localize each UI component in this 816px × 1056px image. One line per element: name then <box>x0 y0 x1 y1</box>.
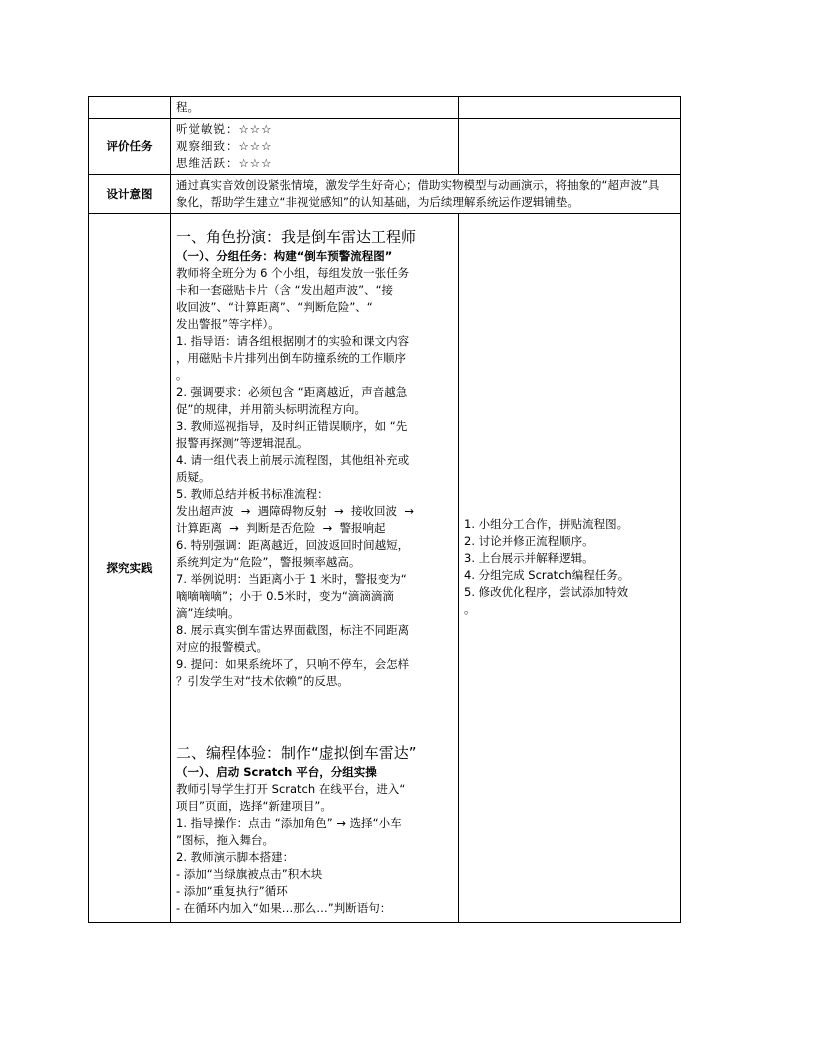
text-line: 教师引导学生打开 Scratch 在线平台，进入“ <box>176 782 406 796</box>
section1-body <box>176 265 453 690</box>
text-line: 2. 教师演示脚本搭建： <box>176 850 295 864</box>
text-line: 系统判定为“危险”，警报频率越高。 <box>176 555 361 569</box>
section2-title: 二、编程体验：制作“虚拟倒车雷达” <box>176 744 417 762</box>
text-line: 嘀嘀嘀嘀”；小于 0.5米时，变为“滴滴滴滴 <box>176 589 394 603</box>
explore-label: 探究实践 <box>89 214 171 923</box>
text-line: ”图标，拖入舞台。 <box>176 833 274 847</box>
text-line: 发出警报”等字样）。 <box>176 317 280 331</box>
text-line: 项目”页面，选择“新建项目”。 <box>176 799 332 813</box>
text-line: ？引发学生对“技术依赖”的反思。 <box>176 674 349 688</box>
section2-subtitle: （一）、启动 Scratch 平台，分组实操 <box>176 765 377 779</box>
table-row <box>89 214 681 923</box>
design-label: 设计意图 <box>89 175 171 214</box>
lesson-plan-table <box>88 96 681 923</box>
text-line: 。 <box>464 602 476 616</box>
text-line: 发出超声波 → 遇障碍物反射 → 接收回波 → <box>176 504 414 518</box>
continued-text: 程。 <box>176 100 199 114</box>
table-row <box>89 175 681 214</box>
text-line: 9. 提问：如果系统坏了，只响不停车，会怎样 <box>176 657 410 671</box>
text-line: 卡和一套磁贴卡片（含 “发出超声波”、“接 <box>176 283 394 297</box>
eval-label: 评价任务 <box>89 119 171 175</box>
text-line: 6. 特别强调：距离越近，回波返回时间越短， <box>176 538 410 552</box>
text-line: 计算距离 → 判断是否危险 → 警报响起 <box>176 521 386 535</box>
eval-item: 观察细致：☆☆☆ <box>176 139 273 153</box>
text-line: - 在循环内加入“如果…那么…”判断语句： <box>176 901 392 915</box>
section2-body <box>176 781 453 917</box>
design-content: 通过真实音效创设紧张情境，激发学生好奇心；借助实物模型与动画演示，将抽象的“超声波”具象化，帮助学生建立“非视觉感知”的认知基础，为后续理解系统运作逻辑铺垫。 <box>171 175 681 214</box>
text-line: 3. 教师巡视指导，及时纠正错误顺序，如 “先 <box>176 419 408 433</box>
text-line: 3. 上台展示并解释逻辑。 <box>464 551 594 565</box>
table-row <box>89 119 681 175</box>
eval-content <box>171 119 459 175</box>
text-line: ，用磁贴卡片排列出倒车防撞系统的工作顺序 <box>176 351 406 365</box>
text-line: 5. 教师总结并板书标准流程： <box>176 487 329 501</box>
text-line: - 添加“重复执行”循环 <box>176 884 288 898</box>
text-line: 1. 指导操作：点击 “添加角色” → 选择“小车 <box>176 816 402 830</box>
text-line: 对应的报警模式。 <box>176 640 268 654</box>
explore-content <box>171 214 459 923</box>
text-line: 促”的规律，并用箭头标明流程方向。 <box>176 402 366 416</box>
text-line: 1. 指导语：请各组根据刚才的实验和课文内容 <box>176 334 410 348</box>
student-activities-cell <box>459 214 681 923</box>
table-row <box>89 97 681 119</box>
text-line: 4. 请一组代表上前展示流程图，其他组补充或 <box>176 453 410 467</box>
text-line: 2. 强调要求：必须包含 “距离越近，声音越急 <box>176 385 408 399</box>
text-line: 8. 展示真实倒车雷达界面截图，标注不同距离 <box>176 623 410 637</box>
text-line: 2. 讨论并修正流程顺序。 <box>464 534 594 548</box>
eval-item: 听觉敏锐：☆☆☆ <box>176 122 273 136</box>
text-line: 7. 举例说明：当距离小于 1 米时，警报变为“ <box>176 572 407 586</box>
text-line: 质疑。 <box>176 470 211 484</box>
content-cell <box>171 97 459 119</box>
eval-item: 思维活跃：☆☆☆ <box>176 156 273 170</box>
section1-title: 一、角色扮演：我是倒车雷达工程师 <box>176 228 417 246</box>
label-cell-empty <box>89 97 171 119</box>
student-activities <box>464 516 675 618</box>
section1-subtitle: （一）、分组任务：构建“倒车预警流程图” <box>176 249 393 263</box>
text-line: - 添加“当绿旗被点击”积木块 <box>176 867 323 881</box>
student-cell <box>459 97 681 119</box>
text-line: 1. 小组分工合作，拼贴流程图。 <box>464 517 629 531</box>
text-line: 4. 分组完成 Scratch编程任务。 <box>464 568 630 582</box>
text-line: 收回波”、“计算距离”、“判断危险”、“ <box>176 300 373 314</box>
text-line: 。 <box>176 368 188 382</box>
text-line: 滴”连续响。 <box>176 606 240 620</box>
text-line: 教师将全班分为 6 个小组，每组发放一张任务 <box>176 266 410 280</box>
eval-student-cell <box>459 119 681 175</box>
text-line: 5. 修改优化程序，尝试添加特效 <box>464 585 629 599</box>
text-line: 报警再探测”等逻辑混乱。 <box>176 436 309 450</box>
